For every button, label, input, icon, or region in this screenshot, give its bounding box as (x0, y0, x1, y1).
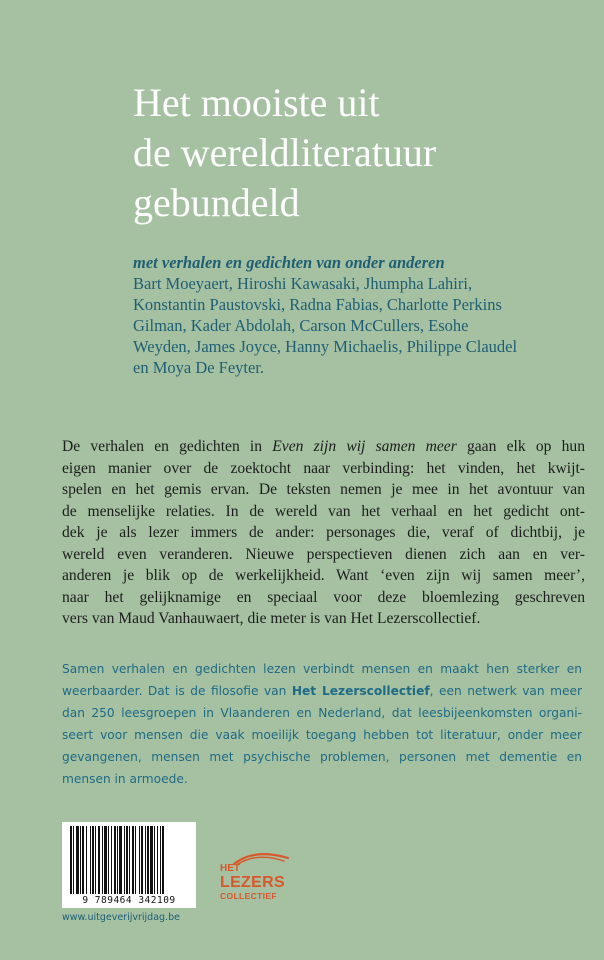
headline-line: de wereldliteratuur (133, 130, 437, 175)
org-line: Samen verhalen en gedichten lezen verbindt mensen en maakt hen sterker en (62, 662, 582, 676)
barcode-bar (102, 826, 103, 894)
description-line: eigen manier over de zoektocht naar verbinding: het vinden, het kwijt- (62, 459, 585, 477)
logo-text: LEZERS (220, 874, 285, 891)
org-line: dan 250 leesgroepen in Vlaanderen en Nederland, dat leesbijeenkomsten organi- (62, 706, 582, 720)
barcode-bar (162, 826, 164, 894)
contributors-line: Gilman, Kader Abdolah, Carson McCullers, Esohe (133, 316, 469, 335)
description-line: wereld even veranderen. Nieuwe perspectieven dienen zich aan en ver- (62, 545, 585, 563)
org-line: gevangenen, mensen met psychische problemen, personen met dementie en (62, 750, 582, 764)
org-name: Het Lezerscollectief (291, 684, 430, 698)
description-line: naar het gelijknamige en speciaal voor deze bloemlezing geschreven (62, 588, 585, 606)
barcode-bar (92, 826, 94, 894)
headline (133, 78, 573, 228)
barcode-bar (157, 826, 158, 894)
barcode-bar (145, 826, 146, 894)
barcode-bar (141, 826, 143, 894)
contributors-lead: met verhalen en gedichten van onder anderen (133, 253, 445, 272)
barcode-bar (132, 826, 134, 894)
contributors-line: Konstantin Paustovski, Radna Fabias, Charlotte Perkins (133, 295, 502, 314)
barcode-bar (135, 826, 136, 894)
contributors-line: Weyden, James Joyce, Hanny Michaelis, Philippe Claudel (133, 337, 518, 356)
barcode-bar (108, 826, 109, 894)
barcode-bar (70, 826, 72, 894)
isbn-barcode (62, 822, 196, 908)
barcode-bar (76, 826, 79, 894)
lezerscollectief-logo (220, 850, 300, 910)
barcode-bar (90, 826, 91, 894)
barcode-bar (129, 826, 130, 894)
logo-text: COLLECTIEF (220, 891, 277, 901)
barcode-bar (150, 826, 153, 894)
barcode-bar (139, 826, 140, 894)
contributors-line: Bart Moeyaert, Hiroshi Kawasaki, Jhumpha Lahiri, (133, 274, 473, 293)
barcode-bar (160, 826, 161, 894)
org-text: weerbaarder. Dat is de filosofie van (62, 684, 292, 698)
barcode-bar (98, 826, 100, 894)
org-text: , een netwerk van meer (429, 684, 582, 698)
description-line: dek je als lezer immers de ander: personages die, veraf of dichtbij, je (62, 524, 585, 541)
publisher-url: www.uitgeverijvrijdag.be (62, 912, 180, 923)
org-line: mensen in armoede. (62, 772, 188, 786)
barcode-bar (80, 826, 81, 894)
headline-line: Het mooiste uit (133, 80, 380, 125)
barcode-bar (124, 826, 125, 894)
barcode-bar (95, 826, 96, 894)
barcode-bar (111, 826, 112, 894)
logo-text: HET (220, 863, 240, 874)
description-line (62, 436, 585, 458)
org-line (62, 680, 582, 702)
barcode-bar (117, 826, 118, 894)
barcode-bar (82, 826, 84, 894)
barcode-bar (119, 826, 122, 894)
contributors-list (133, 252, 583, 378)
barcode-bar (73, 826, 74, 894)
description-text: De verhalen en gedichten in (62, 438, 273, 455)
organization-description (62, 658, 582, 790)
contributors-line: en Moya De Feyter. (133, 358, 265, 377)
barcode-bar (104, 826, 107, 894)
headline-line: gebundeld (133, 180, 300, 225)
book-description (62, 436, 585, 630)
description-line: spelen en het gemis ervan. De teksten nemen je mee in het avontuur van (62, 481, 585, 498)
logo-swoosh-icon (232, 850, 292, 866)
barcode-bar (86, 826, 87, 894)
barcode-bar (114, 826, 116, 894)
barcode-bar (126, 826, 128, 894)
description-line: anderen je blik op de werkelijkheid. Want ‘even zijn wij samen meer’, (62, 567, 585, 584)
book-title: Even zijn wij samen meer (272, 438, 457, 455)
org-line: seert voor mensen die vaak moeilijk toegang hebben tot literatuur, onder meer (62, 728, 582, 742)
barcode-bar (154, 826, 155, 894)
isbn-number: 9 789464 342109 (82, 895, 176, 906)
description-line: de menselijke relaties. In de wereld van het verhaal en het gedicht ont- (62, 502, 585, 520)
barcode-bar (147, 826, 149, 894)
description-line: vers van Maud Vanhauwaert, die meter is van Het Lezerscollectief. (62, 610, 481, 627)
description-text: gaan elk op hun (456, 438, 585, 455)
